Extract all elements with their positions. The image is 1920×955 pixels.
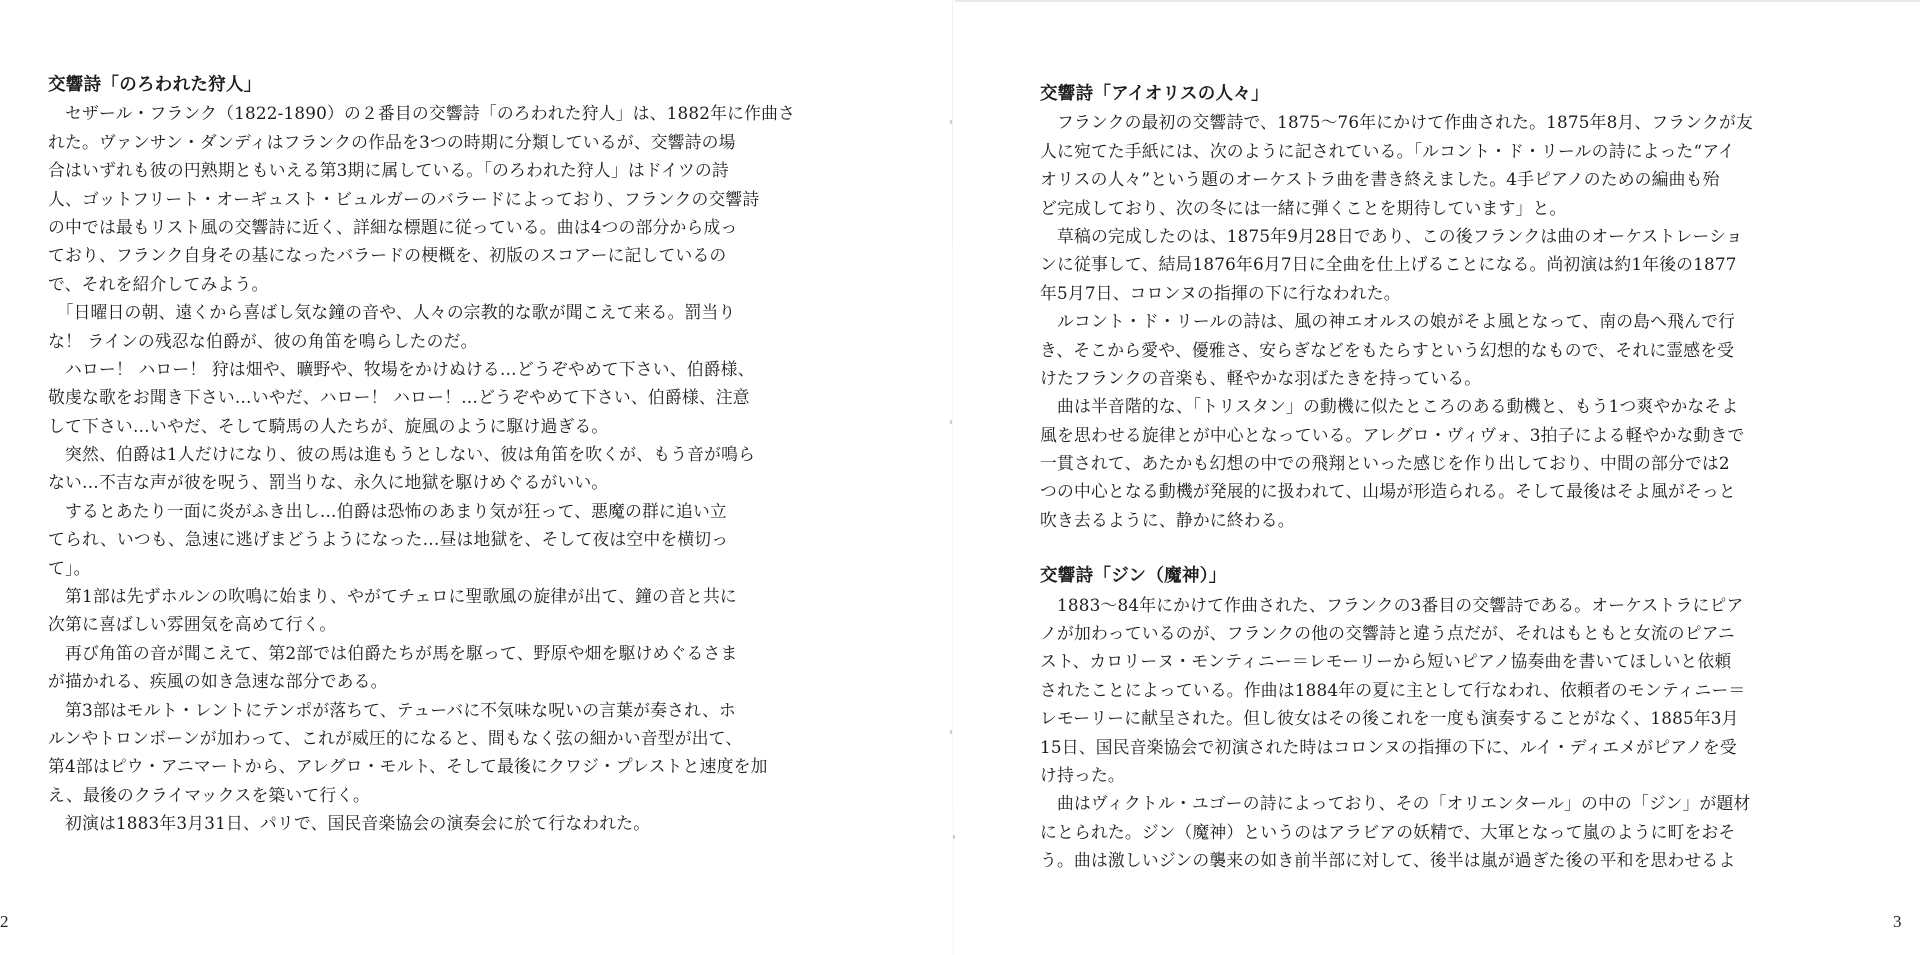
text-line: 第3部はモルト・レントにテンポが落ちて、テューバに不気味な呪いの言葉が奏され、ホ	[48, 699, 737, 720]
text-line: ンに従事して、結局1876年6月7日に全曲を仕上げることになる。尚初演は約1年後の1877	[1040, 254, 1737, 275]
left-page	[0, 0, 952, 955]
text-line: で、それを紹介してみよう。	[48, 273, 269, 294]
text-line: な！ ラインの残忍な伯爵が、彼の角笛を鳴らしたのだ。	[48, 330, 478, 351]
text-line: ない…不吉な声が彼を呪う、罰当りな、永久に地獄を駆けめぐるがいい。	[48, 472, 609, 493]
text-line: 人に宛てた手紙には、次のように記されている。「ルコント・ド・リールの詩によった“アイ	[1040, 140, 1735, 161]
text-line: ており、フランク自身その基になったバラードの梗概を、初版のスコアーに記しているの	[48, 245, 727, 266]
scan-speck	[953, 835, 955, 839]
text-line: フランクの最初の交響詩で、1875〜76年にかけて作曲された。1875年8月、フランクが友	[1040, 112, 1753, 133]
section-title-aeolides: 交響詩「アイオリスの人々」	[1040, 84, 1269, 104]
text-line: え、最後のクライマックスを築いて行く。	[48, 784, 370, 805]
text-line: ハロー！ ハロー！ 狩は畑や、曠野や、牧場をかけぬける…どうぞやめて下さい、伯爵様、	[48, 358, 755, 379]
text-line: 年5月7日、コロンヌの指揮の下に行なわれた。	[1040, 282, 1401, 303]
text-line: 初演は1883年3月31日、パリで、国民音楽協会の演奏会に於て行なわれた。	[48, 813, 651, 834]
text-line: されたことによっている。作曲は1884年の夏に主として行なわれ、依頼者のモンティニー＝	[1040, 679, 1746, 700]
text-line: 風を思わせる旋律とが中心となっている。アレグロ・ヴィヴォ、3拍子による軽やかな動きで	[1040, 424, 1745, 445]
scan-speck	[950, 730, 952, 734]
text-line: けたフランクの音楽も、軽やかな羽ばたきを持っている。	[1040, 367, 1482, 388]
text-line: て」。	[48, 557, 91, 578]
text-line: け持った。	[1040, 764, 1125, 785]
text-line: 一貫されて、あたかも幻想の中での飛翔といった感じを作り出しており、中間の部分では2	[1040, 453, 1730, 474]
text-line: 敬虔な歌をお聞き下さい…いやだ、ハロー！ ハロー！…どうぞやめて下さい、伯爵様、注意	[48, 387, 750, 408]
text-line: の中では最もリスト風の交響詩に近く、詳細な標題に従っている。曲は4つの部分から成っ	[48, 216, 738, 237]
text-line: 曲はヴィクトル・ユゴーの詩によっており、その「オリエンタール」の中の「ジン」が題材	[1040, 793, 1751, 814]
text-line: ノが加わっているのが、フランクの他の交響詩と違う点だが、それはもともと女流のピアニ	[1040, 623, 1735, 644]
scan-speck	[950, 120, 952, 124]
text-line: セザール・フランク（1822-1890）の２番目の交響詩「のろわれた狩人」は、1882年に作曲さ	[48, 103, 796, 124]
text-line: スト、カロリーヌ・モンティニー＝レモーリーから短いピアノ協奏曲を書いてほしいと依頼	[1040, 651, 1732, 672]
section-title-cursed-hunter: 交響詩「のろわれた狩人」	[48, 75, 262, 95]
text-line: う。曲は激しいジンの襲来の如き前半部に対して、後半は嵐が過ぎた後の平和を思わせるよ	[1040, 850, 1736, 871]
page-number: 2	[0, 912, 9, 931]
text-line: にとられた。ジン（魔神）というのはアラビアの妖精で、大軍となって嵐のように町をおそ	[1040, 821, 1736, 842]
text-line: 15日、国民音楽協会で初演された時はコロンヌの指揮の下に、ルイ・ディエメがピアノを受	[1040, 736, 1737, 757]
text-line: 1883〜84年にかけて作曲された、フランクの3番目の交響詩である。オーケストラにピア	[1040, 594, 1744, 615]
text-line: 第4部はピウ・アニマートから、アレグロ・モルト、そして最後にクワジ・プレストと速度を加	[48, 756, 768, 777]
left-text-column	[48, 71, 868, 838]
text-line: オリスの人々”という題のオーケストラ曲を書き終えました。4手ピアノのための編曲も殆	[1040, 169, 1720, 190]
text-line: ルンやトロンボーンが加わって、これが威圧的になると、間もなく弦の細かい音型が出て、	[48, 727, 743, 748]
section-title-djinns: 交響詩「ジン（魔神）」	[1040, 566, 1227, 587]
text-line: レモーリーに献呈された。但し彼女はその後これを一度も演奏することがなく、1885年3月	[1040, 708, 1739, 729]
text-line: 「日曜日の朝、遠くから喜ばし気な鐘の音や、人々の宗教的な歌が聞こえて来る。罰当り	[48, 302, 736, 323]
section-gap	[1040, 534, 1808, 562]
page-number: 3	[1893, 912, 1902, 931]
text-line: が描かれる、疾風の如き急速な部分である。	[48, 671, 388, 692]
text-line: 吹き去るように、静かに終わる。	[1040, 509, 1295, 530]
text-line: 人、ゴットフリート・オーギュスト・ビュルガーのバラードによっており、フランクの交響詩	[48, 188, 760, 209]
text-line: つの中心となる動機が発展的に扱われて、山場が形造られる。そして最後はそよ風がそっと	[1040, 481, 1736, 502]
text-line: 合はいずれも彼の円熟期ともいえる第3期に属している。「のろわれた狩人」はドイツの詩	[48, 160, 729, 181]
text-line: 再び角笛の音が聞こえて、第2部では伯爵たちが馬を駆って、野原や畑を駆けめぐるさま	[48, 642, 738, 663]
scan-speck	[950, 420, 952, 424]
text-line: 次第に喜ばしい雰囲気を高めて行く。	[48, 614, 337, 635]
text-line: き、そこから愛や、優雅さ、安らぎなどをもたらすという幻想的なもので、それに霊感を受	[1040, 339, 1735, 360]
right-text-column	[1040, 80, 1808, 875]
text-line: 草稿の完成したのは、1875年9月28日であり、この後フランクは曲のオーケストレーショ	[1040, 225, 1743, 246]
text-line: 突然、伯爵は1人だけになり、彼の馬は進もうとしない、彼は角笛を吹くが、もう音が鳴ら	[48, 444, 756, 465]
text-line: 曲は半音階的な、「トリスタン」の動機に似たところのある動機と、もう1つ爽やかなそよ	[1040, 396, 1739, 417]
text-line: てられ、いつも、急速に逃げまどうようになった…昼は地獄を、そして夜は空中を横切っ	[48, 529, 729, 550]
text-line: ルコント・ド・リールの詩は、風の神エオルスの娘がそよ風となって、南の島へ飛んで行	[1040, 311, 1736, 332]
text-line: 第1部は先ずホルンの吹鳴に始まり、やがてチェロに聖歌風の旋律が出て、鐘の音と共に	[48, 586, 737, 607]
text-line: して下さい…いやだ、そして騎馬の人たちが、旋風のように駆け過ぎる。	[48, 415, 609, 436]
text-line: れた。ヴァンサン・ダンディはフランクの作品を3つの時期に分類しているが、交響詩の場	[48, 131, 736, 152]
text-line: ど完成しており、次の冬には一緒に弾くことを期待しています」と。	[1040, 197, 1567, 218]
text-line: するとあたり一面に炎がふき出し…伯爵は恐怖のあまり気が狂って、悪魔の群に追い立	[48, 500, 727, 521]
right-page	[952, 0, 1920, 955]
